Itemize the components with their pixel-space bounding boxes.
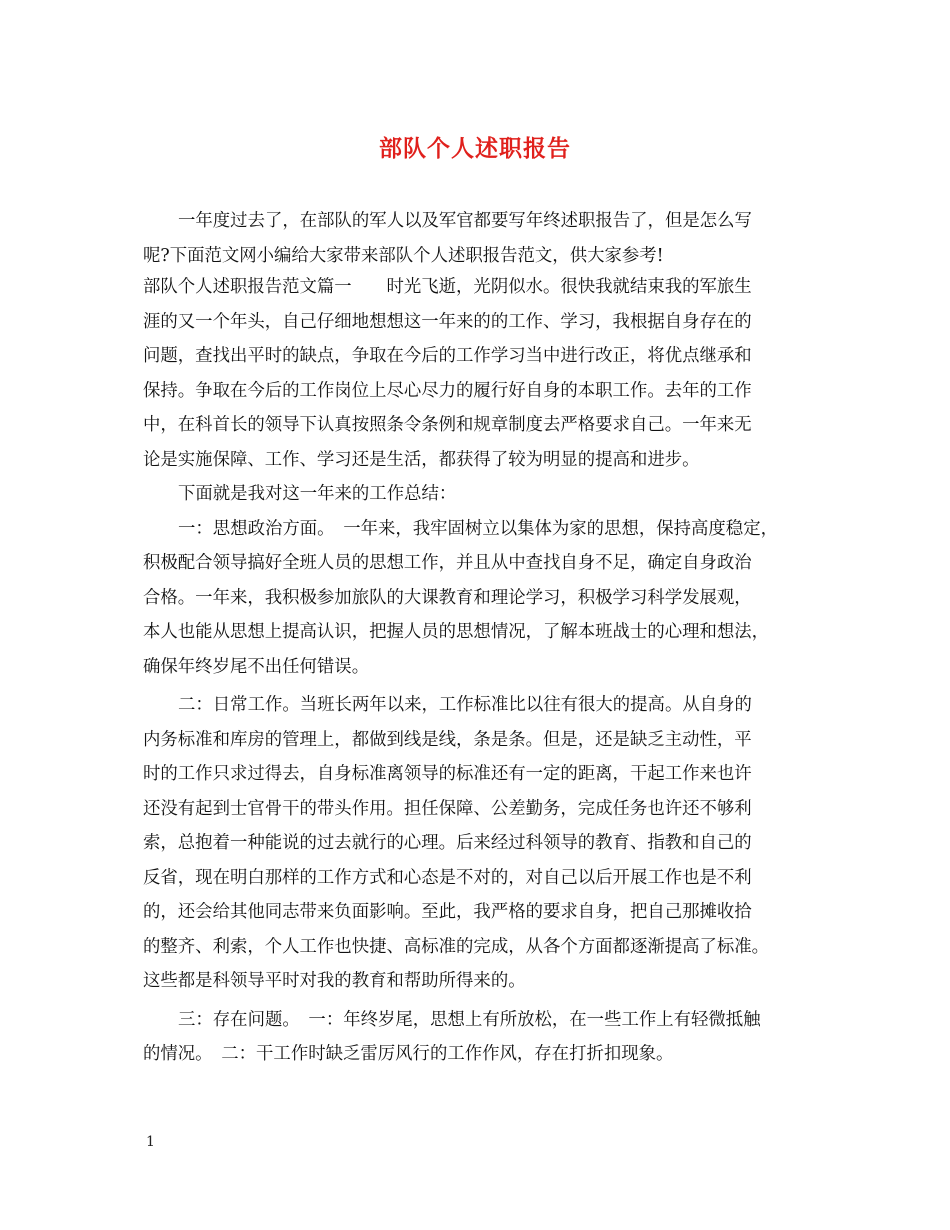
body-line: 的情况。 二：干工作时缺乏雷厉风行的工作作风，存在打折扣现象。 xyxy=(143,1044,674,1064)
body-line: 这些都是科领导平时对我的教育和帮助所得来的。 xyxy=(143,971,526,991)
body-line: 问题，查找出平时的缺点，争取在今后的工作学习当中进行改正，将优点继承和 xyxy=(143,346,752,366)
body-line: 呢?下面范文网小编给大家带来部队个人述职报告范文，供大家参考! xyxy=(143,245,664,266)
body-line: 的，还会给其他同志带来负面影响。至此，我严格的要求自身，把自己那摊收拾 xyxy=(143,902,752,922)
body-line: 三：存在问题。 一：年终岁尾，思想上有所放松，在一些工作上有轻微抵触 xyxy=(178,1009,761,1030)
body-line: 一：思想政治方面。 一年来，我牢固树立以集体为家的思想，保持高度稳定， xyxy=(178,518,778,539)
body-line: 二：日常工作。当班长两年以来，工作标准比以往有很大的提高。从自身的 xyxy=(178,695,752,715)
body-line: 合格。一年来，我积极参加旅队的大课教育和理论学习，积极学习科学发展观， xyxy=(143,587,752,608)
document-title: 部队个人述职报告 xyxy=(379,135,571,162)
body-line: 本人也能从思想上提高认识，把握人员的思想情况，了解本班战士的心理和想法， xyxy=(143,622,770,642)
body-line: 保持。争取在今后的工作岗位上尽心尽力的履行好自身的本职工作。去年的工作 xyxy=(143,380,752,401)
body-line: 中，在科首长的领导下认真按照条令条例和规章制度去严格要求自己。一年来无 xyxy=(143,415,752,435)
body-line: 索，总抱着一种能说的过去就行的心理。后来经过科领导的教育、指教和自己的 xyxy=(143,833,752,853)
body-line: 还没有起到士官骨干的带头作用。担任保障、公差勤务，完成任务也许还不够利 xyxy=(143,798,752,819)
document-body xyxy=(143,204,811,1072)
body-line: 积极配合领导搞好全班人员的思想工作，并且从中查找自身不足，确定自身政治 xyxy=(143,553,752,573)
body-line: 部队个人述职报告范文篇一 时光飞逝，光阴似水。很快我就结束我的军旅生 xyxy=(143,277,752,297)
body-line: 确保年终岁尾不出任何错误。 xyxy=(143,656,370,677)
body-line: 的整齐、利索，个人工作也快捷、高标准的完成，从各个方面都逐渐提高了标准。 xyxy=(143,936,770,957)
page-number: 1 xyxy=(146,1134,155,1150)
body-line: 一年度过去了，在部队的军人以及军官都要写年终述职报告了，但是怎么写 xyxy=(178,211,752,231)
body-line: 论是实施保障、工作、学习还是生活，都获得了较为明显的提高和进步。 xyxy=(143,449,700,470)
body-line: 反省，现在明白那样的工作方式和心态是不对的，对自己以后开展工作也是不利 xyxy=(143,867,752,888)
body-line: 涯的又一个年头，自己仔细地想想这一年来的的工作、学习，我根据自身存在的 xyxy=(143,311,752,332)
body-line: 下面就是我对这一年来的工作总结： xyxy=(178,484,457,504)
body-line: 内务标准和库房的管理上，都做到线是线，条是条。但是，还是缺乏主动性，平 xyxy=(143,729,752,750)
body-line: 时的工作只求过得去，自身标准离领导的标准还有一定的距离，干起工作来也许 xyxy=(143,764,752,784)
